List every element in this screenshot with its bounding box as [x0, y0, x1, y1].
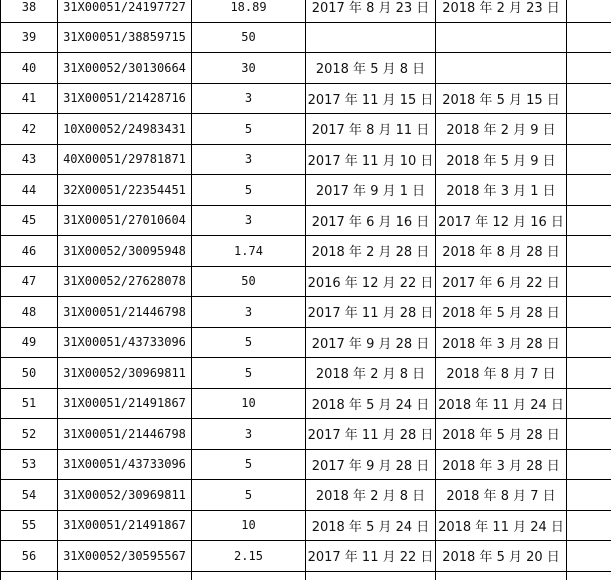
table-row — [1, 266, 611, 297]
table-row — [1, 144, 611, 175]
row-number: 56 — [1, 541, 58, 572]
policy-number: 31X00051/21446798 — [58, 419, 192, 450]
policy-number: 31X00052/27628078 — [58, 266, 192, 297]
policy-number: 31X00051/43733096 — [58, 327, 192, 358]
empty-cell — [567, 449, 611, 480]
row-number: 47 — [1, 266, 58, 297]
end-date: 2018 年 5 月 28 日 — [436, 419, 567, 450]
empty-cell — [567, 266, 611, 297]
empty-cell — [567, 541, 611, 572]
row-number: 49 — [1, 327, 58, 358]
start-date: 2017 年 9 月 28 日 — [306, 327, 436, 358]
policy-number: 32X00051/22354451 — [58, 175, 192, 206]
amount: 5 — [192, 449, 306, 480]
empty-cell — [567, 0, 611, 22]
empty-cell — [436, 571, 567, 580]
policy-number: 31X00051/21446798 — [58, 297, 192, 328]
amount: 50 — [192, 266, 306, 297]
end-date: 2018 年 3 月 1 日 — [436, 175, 567, 206]
empty-cell — [1, 571, 58, 580]
start-date: 2017 年 11 月 28 日 — [306, 419, 436, 450]
empty-cell — [192, 571, 306, 580]
amount: 3 — [192, 144, 306, 175]
table-row — [1, 419, 611, 450]
policy-number: 31X00052/30969811 — [58, 358, 192, 389]
empty-cell — [567, 205, 611, 236]
row-number: 38 — [1, 0, 58, 22]
amount: 3 — [192, 83, 306, 114]
end-date: 2018 年 3 月 28 日 — [436, 449, 567, 480]
end-date: 2018 年 5 月 28 日 — [436, 297, 567, 328]
row-number: 46 — [1, 236, 58, 267]
empty-cell — [567, 236, 611, 267]
end-date: 2017 年 12 月 16 日 — [436, 205, 567, 236]
policy-number: 31X00052/30130664 — [58, 53, 192, 84]
table-row — [1, 388, 611, 419]
start-date: 2017 年 8 月 23 日 — [306, 0, 436, 22]
empty-cell — [567, 388, 611, 419]
table-row — [1, 0, 611, 22]
amount: 50 — [192, 22, 306, 53]
policy-number: 31X00051/21491867 — [58, 388, 192, 419]
table-row — [1, 205, 611, 236]
amount: 3 — [192, 419, 306, 450]
table-row — [1, 175, 611, 206]
policy-number: 40X00051/29781871 — [58, 144, 192, 175]
row-number: 42 — [1, 114, 58, 145]
end-date: 2017 年 6 月 22 日 — [436, 266, 567, 297]
row-number: 41 — [1, 83, 58, 114]
amount: 3 — [192, 297, 306, 328]
table-row — [1, 510, 611, 541]
empty-cell — [567, 297, 611, 328]
table-row — [1, 327, 611, 358]
row-number: 45 — [1, 205, 58, 236]
start-date: 2018 年 5 月 24 日 — [306, 510, 436, 541]
start-date: 2018 年 5 月 8 日 — [306, 53, 436, 84]
start-date: 2017 年 9 月 28 日 — [306, 449, 436, 480]
start-date: 2017 年 9 月 1 日 — [306, 175, 436, 206]
table-row — [1, 236, 611, 267]
empty-cell — [567, 144, 611, 175]
amount: 10 — [192, 510, 306, 541]
row-number: 39 — [1, 22, 58, 53]
end-date: 2018 年 2 月 23 日 — [436, 0, 567, 22]
empty-cell — [567, 480, 611, 511]
start-date: 2017 年 8 月 11 日 — [306, 114, 436, 145]
empty-cell — [306, 571, 436, 580]
end-date: 2018 年 11 月 24 日 — [436, 388, 567, 419]
start-date: 2018 年 2 月 8 日 — [306, 358, 436, 389]
table-row — [1, 571, 611, 580]
start-date: 2018 年 2 月 8 日 — [306, 480, 436, 511]
end-date: 2018 年 2 月 9 日 — [436, 114, 567, 145]
policy-number: 31X00051/38859715 — [58, 22, 192, 53]
end-date: 2018 年 5 月 15 日 — [436, 83, 567, 114]
empty-cell — [567, 358, 611, 389]
end-date: 2018 年 5 月 9 日 — [436, 144, 567, 175]
end-date — [436, 22, 567, 53]
row-number: 53 — [1, 449, 58, 480]
start-date: 2017 年 11 月 28 日 — [306, 297, 436, 328]
table-row — [1, 53, 611, 84]
amount: 2.15 — [192, 541, 306, 572]
empty-cell — [567, 419, 611, 450]
start-date: 2017 年 11 月 22 日 — [306, 541, 436, 572]
table-row — [1, 449, 611, 480]
start-date: 2016 年 12 月 22 日 — [306, 266, 436, 297]
empty-cell — [567, 83, 611, 114]
row-number: 52 — [1, 419, 58, 450]
end-date: 2018 年 8 月 7 日 — [436, 480, 567, 511]
end-date — [436, 53, 567, 84]
amount: 5 — [192, 327, 306, 358]
empty-cell — [567, 53, 611, 84]
start-date: 2018 年 5 月 24 日 — [306, 388, 436, 419]
row-number: 54 — [1, 480, 58, 511]
start-date: 2017 年 11 月 10 日 — [306, 144, 436, 175]
end-date: 2018 年 8 月 7 日 — [436, 358, 567, 389]
amount: 1.74 — [192, 236, 306, 267]
amount: 5 — [192, 358, 306, 389]
table-row — [1, 297, 611, 328]
empty-cell — [567, 571, 611, 580]
amount: 30 — [192, 53, 306, 84]
policy-number: 31X00052/30969811 — [58, 480, 192, 511]
end-date: 2018 年 5 月 20 日 — [436, 541, 567, 572]
empty-cell — [567, 22, 611, 53]
amount: 5 — [192, 175, 306, 206]
table-row — [1, 83, 611, 114]
row-number: 44 — [1, 175, 58, 206]
policy-number: 10X00052/24983431 — [58, 114, 192, 145]
row-number: 43 — [1, 144, 58, 175]
table-row — [1, 480, 611, 511]
end-date: 2018 年 11 月 24 日 — [436, 510, 567, 541]
policy-number: 31X00051/21491867 — [58, 510, 192, 541]
amount: 3 — [192, 205, 306, 236]
table-row — [1, 541, 611, 572]
end-date: 2018 年 8 月 28 日 — [436, 236, 567, 267]
row-number: 50 — [1, 358, 58, 389]
empty-cell — [567, 175, 611, 206]
row-number: 51 — [1, 388, 58, 419]
amount: 5 — [192, 114, 306, 145]
start-date: 2017 年 11 月 15 日 — [306, 83, 436, 114]
table-row — [1, 22, 611, 53]
row-number: 55 — [1, 510, 58, 541]
row-number: 40 — [1, 53, 58, 84]
table-row — [1, 358, 611, 389]
empty-cell — [567, 510, 611, 541]
empty-cell — [567, 114, 611, 145]
start-date: 2017 年 6 月 16 日 — [306, 205, 436, 236]
policy-number: 31X00051/43733096 — [58, 449, 192, 480]
policy-number: 31X00051/24197727 — [58, 0, 192, 22]
start-date — [306, 22, 436, 53]
empty-cell — [58, 571, 192, 580]
end-date: 2018 年 3 月 28 日 — [436, 327, 567, 358]
row-number: 48 — [1, 297, 58, 328]
policy-number: 31X00051/21428716 — [58, 83, 192, 114]
policy-number: 31X00052/30595567 — [58, 541, 192, 572]
amount: 10 — [192, 388, 306, 419]
policy-number: 31X00052/30095948 — [58, 236, 192, 267]
policy-number: 31X00051/27010604 — [58, 205, 192, 236]
table-row — [1, 114, 611, 145]
amount: 5 — [192, 480, 306, 511]
start-date: 2018 年 2 月 28 日 — [306, 236, 436, 267]
amount: 18.89 — [192, 0, 306, 22]
empty-cell — [567, 327, 611, 358]
